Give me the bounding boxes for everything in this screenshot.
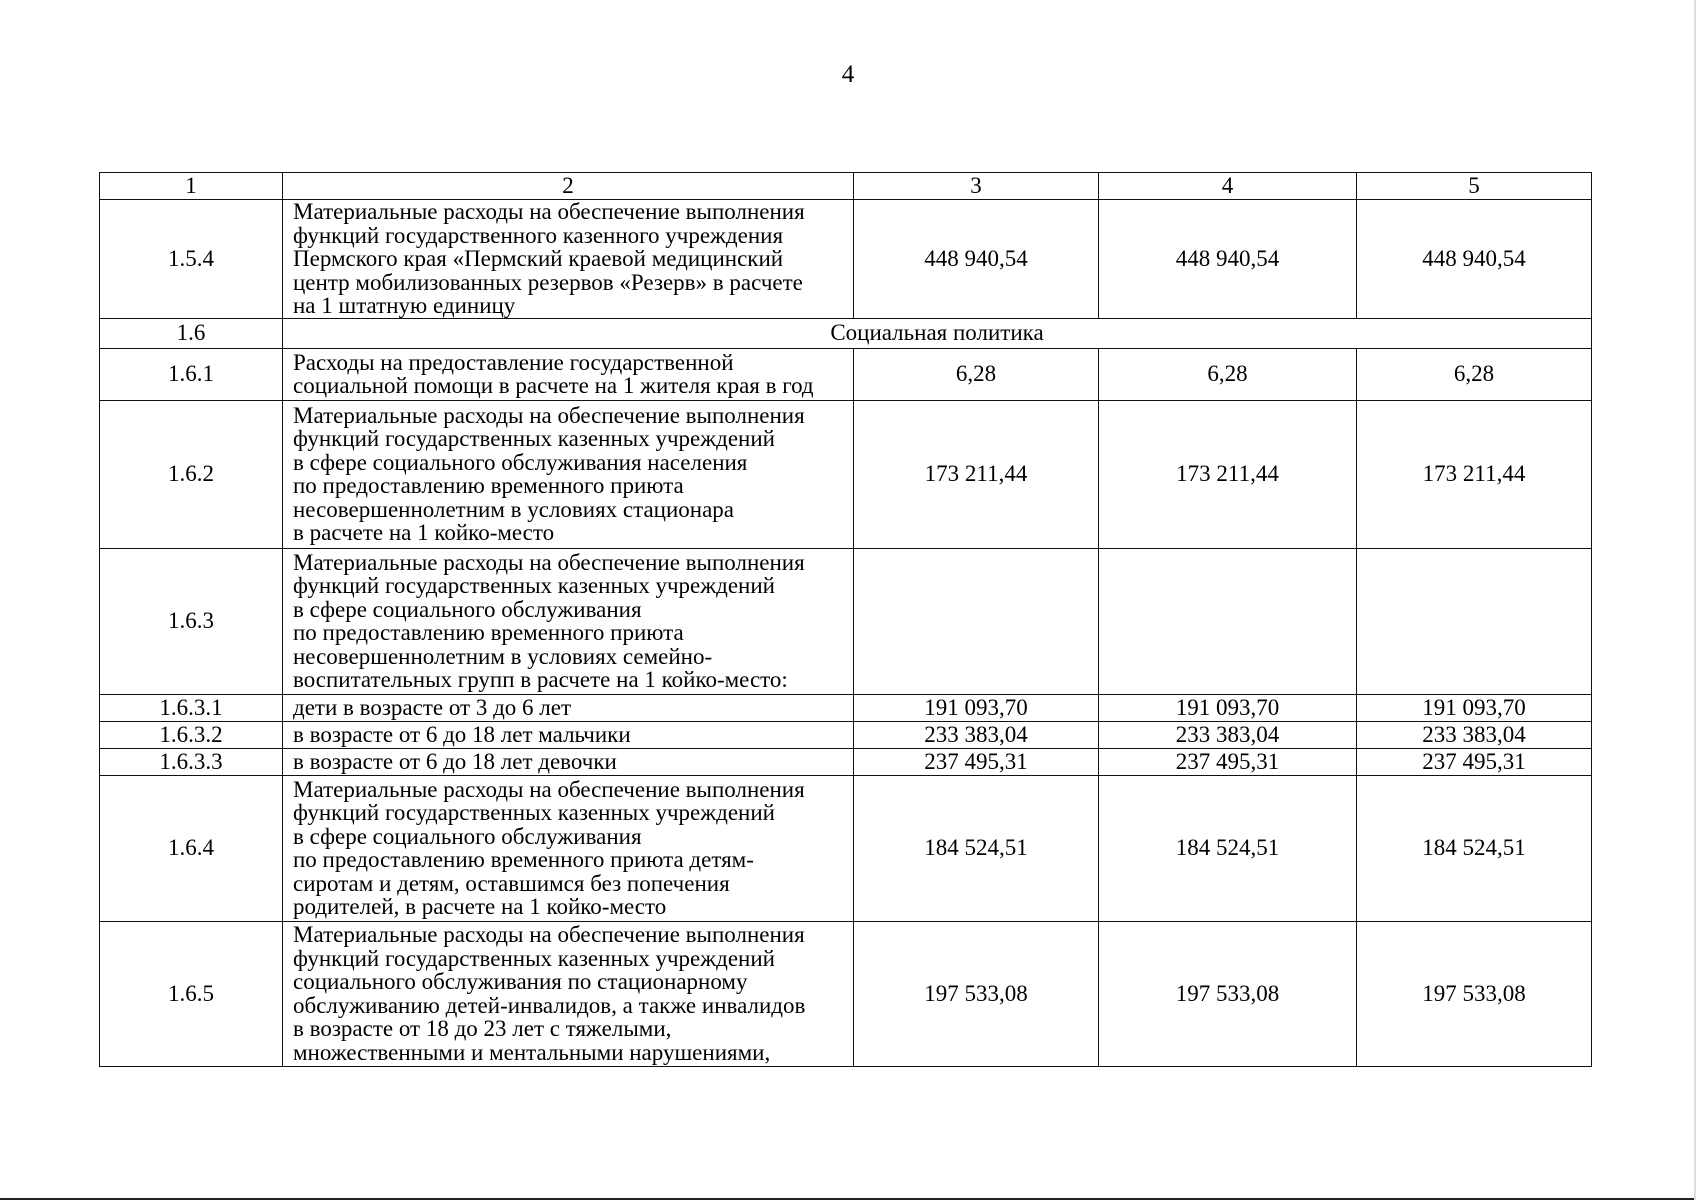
value-col-4 [1099, 548, 1357, 694]
value-col-4: 233 383,04 [1099, 721, 1357, 748]
table-row [100, 200, 1592, 319]
row-description [283, 548, 854, 694]
row-code: 1.6.4 [100, 775, 283, 921]
description-line: в возрасте от 6 до 18 лет мальчики [293, 721, 631, 747]
description-line: Пермского края «Пермский краевой медицинский [293, 246, 784, 271]
row-code: 1.6.3 [100, 548, 283, 694]
description-line: родителей, в расчете на 1 койко-место [293, 894, 667, 919]
section-title: Социальная политика [283, 318, 1592, 348]
value-col-5: 448 940,54 [1357, 200, 1592, 319]
description-line: по предоставлению временного приюта [293, 620, 684, 645]
description-line: центр мобилизованных резервов «Резерв» в расчете [293, 269, 803, 295]
description-line: Материальные расходы на обеспечение выполнения [293, 402, 805, 428]
value-col-4: 191 093,70 [1099, 694, 1357, 721]
description-line: социальной помощи в расчете на 1 жителя края в год [293, 373, 814, 398]
description-line: Материальные расходы на обеспечение выполнения [293, 776, 805, 802]
row-code: 1.6.3.1 [100, 694, 283, 721]
row-description [283, 200, 854, 319]
expense-norms-table [99, 172, 1592, 1067]
value-col-4: 448 940,54 [1099, 200, 1357, 319]
value-col-5: 6,28 [1357, 348, 1592, 400]
table-row [100, 775, 1592, 921]
row-description [283, 721, 854, 748]
row-code: 1.6 [100, 318, 283, 348]
row-description [283, 921, 854, 1066]
column-number-5: 5 [1357, 173, 1592, 200]
row-code: 1.5.4 [100, 200, 283, 319]
value-col-5: 233 383,04 [1357, 721, 1592, 748]
description-line: функций государственных казенных учреждений [293, 945, 775, 971]
description-line: воспитательных групп в расчете на 1 койко-место: [293, 667, 788, 692]
value-col-5: 197 533,08 [1357, 921, 1592, 1066]
row-description [283, 748, 854, 775]
value-col-4: 184 524,51 [1099, 775, 1357, 921]
row-code: 1.6.3.2 [100, 721, 283, 748]
value-col-3: 233 383,04 [854, 721, 1099, 748]
page-number: 4 [841, 61, 855, 88]
description-line: в возрасте от 6 до 18 лет девочки [293, 748, 617, 774]
table-row [100, 921, 1592, 1066]
description-line: Расходы на предоставление государственной [293, 349, 734, 375]
value-col-5: 191 093,70 [1357, 694, 1592, 721]
column-number-1: 1 [100, 173, 283, 200]
value-col-3: 197 533,08 [854, 921, 1099, 1066]
value-col-3: 184 524,51 [854, 775, 1099, 921]
description-line: Материальные расходы на обеспечение выполнения [293, 922, 805, 947]
row-description [283, 400, 854, 548]
description-line: в сфере социального обслуживания населения [293, 449, 748, 475]
value-col-3 [854, 548, 1099, 694]
description-line: по предоставлению временного приюта [293, 473, 684, 498]
table-row [100, 548, 1592, 694]
description-line: несовершеннолетним в условиях стационара [293, 496, 735, 522]
description-line: в расчете на 1 койко-место [293, 520, 555, 545]
description-line: обслуживанию детей-инвалидов, а также инвалидов [293, 992, 806, 1018]
row-code: 1.6.5 [100, 921, 283, 1066]
table-row [100, 694, 1592, 721]
value-col-3: 6,28 [854, 348, 1099, 400]
column-number-4: 4 [1099, 173, 1357, 200]
column-number-3: 3 [854, 173, 1099, 200]
table-row [100, 748, 1592, 775]
row-code: 1.6.3.3 [100, 748, 283, 775]
description-line: в сфере социального обслуживания [293, 596, 642, 622]
description-line: на 1 штатную единицу [293, 293, 516, 318]
value-col-5 [1357, 548, 1592, 694]
row-code: 1.6.2 [100, 400, 283, 548]
value-col-4: 197 533,08 [1099, 921, 1357, 1066]
table-row [100, 400, 1592, 548]
row-description [283, 348, 854, 400]
column-number-2: 2 [283, 173, 854, 200]
description-line: по предоставлению временного приюта детям- [293, 847, 754, 872]
table-row [100, 348, 1592, 400]
table-header-row [100, 173, 1592, 200]
description-line: множественными и ментальными нарушениями, [293, 1039, 771, 1065]
description-line: функций государственных казенных учреждений [293, 573, 775, 598]
value-col-3: 173 211,44 [854, 400, 1099, 548]
value-col-5: 173 211,44 [1357, 400, 1592, 548]
value-col-4: 6,28 [1099, 348, 1357, 400]
row-description [283, 775, 854, 921]
value-col-3: 448 940,54 [854, 200, 1099, 319]
description-line: социального обслуживания по стационарному [293, 969, 748, 994]
value-col-3: 237 495,31 [854, 748, 1099, 775]
table-row [100, 721, 1592, 748]
value-col-4: 173 211,44 [1099, 400, 1357, 548]
description-line: сиротам и детям, оставшимся без попечения [293, 870, 730, 896]
description-line: Материальные расходы на обеспечение выполнения [293, 549, 805, 575]
description-line: в возрасте от 18 до 23 лет с тяжелыми, [293, 1016, 672, 1041]
value-col-5: 237 495,31 [1357, 748, 1592, 775]
description-line: несовершеннолетним в условиях семейно- [293, 643, 713, 669]
value-col-3: 191 093,70 [854, 694, 1099, 721]
description-line: функций государственного казенного учреждения [293, 222, 784, 248]
description-line: функций государственных казенных учреждений [293, 426, 775, 451]
value-col-5: 184 524,51 [1357, 775, 1592, 921]
description-line: функций государственных казенных учреждений [293, 800, 775, 825]
description-line: Материальные расходы на обеспечение выполнения [293, 199, 805, 224]
description-line: в сфере социального обслуживания [293, 823, 642, 849]
row-description [283, 694, 854, 721]
section-row [100, 318, 1592, 348]
value-col-4: 237 495,31 [1099, 748, 1357, 775]
row-code: 1.6.1 [100, 348, 283, 400]
description-line: дети в возрасте от 3 до 6 лет [293, 694, 572, 720]
